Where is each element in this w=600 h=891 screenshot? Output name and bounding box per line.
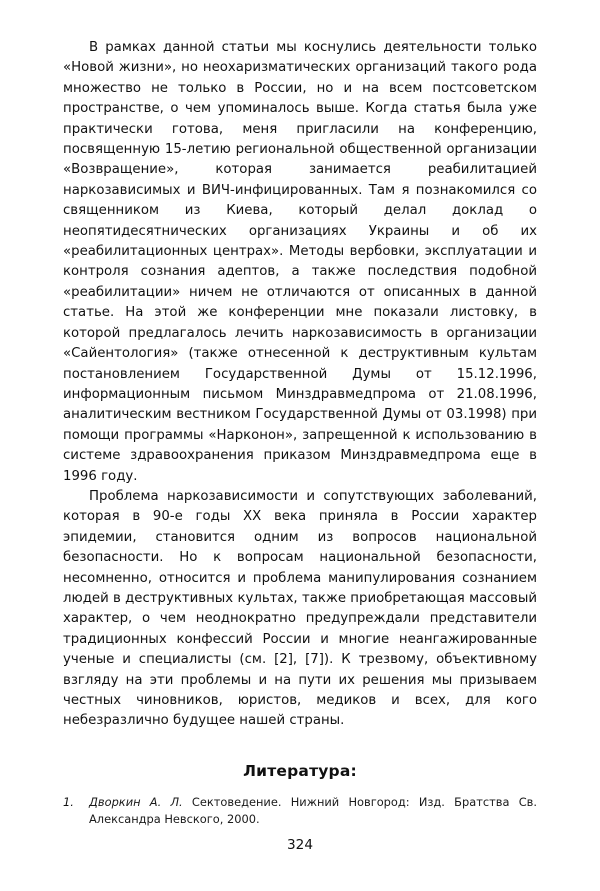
references-list [63, 794, 537, 828]
references-heading: Литература: [243, 761, 357, 780]
reference-text [89, 794, 537, 828]
reference-title: Сектоведение. Нижний Новгород: Изд. Братства Св. Александра Невского, 2000. [89, 794, 537, 826]
article-body [63, 38, 537, 732]
paragraph: Проблема наркозависимости и сопутствующих заболеваний, которая в 90-е годы XX века приняла в России характер эпидемии, становится одним из вопросов национальной безопасности. Но к вопросам национальной безопасности, несомненно, относится и проблема манипулирования сознанием людей в деструктивных культах, также приобретающая массовый характер, о чем неоднократно предупреждали представители традиционных конфессий России и многие неангажированные ученые и специалисты (см. [2], [7]). К трезвому, объективному взгляду на эти проблемы и на пути их решения мы призываем честных чиновников, юристов, медиков и всех, для кого небезразлично будущее нашей страны. [63, 488, 537, 729]
page-number: 324 [287, 837, 313, 853]
reference-number: 1. [63, 794, 74, 809]
list-item [63, 794, 537, 828]
reference-author: Дворкин А. Л. [89, 794, 183, 809]
paragraph: В рамках данной статьи мы коснулись деятельности только «Новой жизни», но неохаризматических организаций такого рода множество не только в России, но и на всем постсоветском пространстве, о чем упоминалось выше. Когда статья была уже практически готова, меня пригласили на конференцию, посвященную 15-летию региональной общественной организации «Возвращение», которая занимается реабилитацией наркозависимых и ВИЧ-инфицированных. Там я познакомился со священником из Киева, который делал доклад о неопятидесятнических организациях Украины и об их «реабилитационных центрах». Методы вербовки, эксплуатации и контроля сознания адептов, а также последствия подобной «реабилитации» ничем не отличаются от описанных в данной статье. На этой же конференции мне показали листовку, в которой предлагалось лечить наркозависимость в организации «Сайентология» (также отнесенной к деструктивным культам постановлением Государственной Думы от 15.12.1996, информационным письмом Минздравмедпрома от 21.08.1996, аналитическим вестником Государственной Думы от 03.1998) при помощи программы «Нарконон», запрещенной к использованию в системе здравоохранения приказом Минздравмедпрома еще в 1996 году. [63, 40, 537, 484]
